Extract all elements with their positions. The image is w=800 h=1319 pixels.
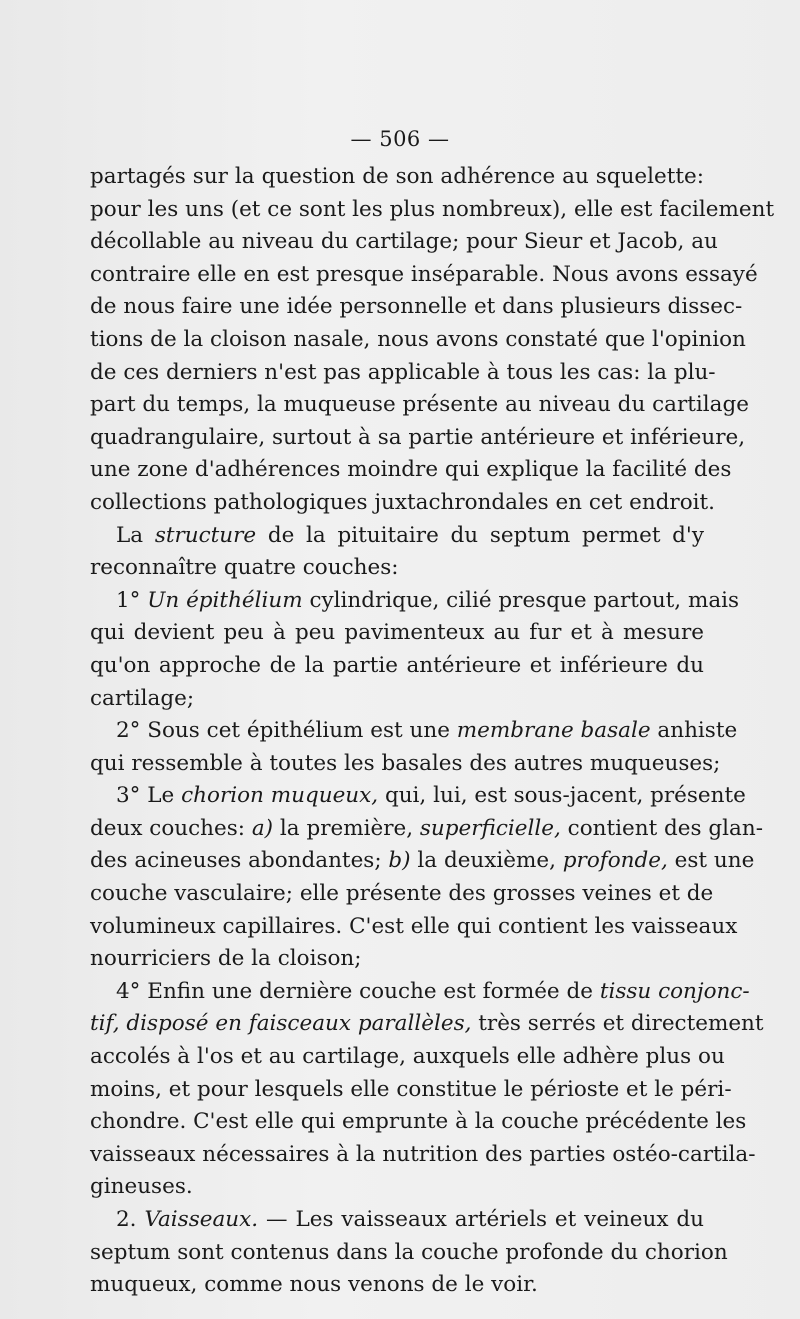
text-segment: décollable au niveau du cartilage; pour Sieur et Jacob, au <box>90 229 718 255</box>
text-segment: qu'on approche de la partie antérieure et inférieure du <box>90 652 704 678</box>
text-segment: 2° Sous cet épithélium est une <box>116 718 457 744</box>
text-line <box>90 911 738 944</box>
text-segment: couche vasculaire; elle présente des grosses veines et de <box>90 881 714 907</box>
text-segment: gineuses. <box>90 1174 193 1200</box>
text-line <box>90 878 714 911</box>
text-line <box>90 487 716 520</box>
body-text <box>90 161 775 1302</box>
text-line <box>90 161 704 194</box>
text-segment: des acineuses abondantes; <box>90 848 389 874</box>
text-segment: 3° Le <box>116 783 182 809</box>
text-segment: part du temps, la muqueuse présente au niveau du cartilage <box>90 392 749 418</box>
italic-text: profonde, <box>562 848 668 874</box>
italic-text: tif, disposé en faisceaux parallèles, <box>90 1011 472 1037</box>
text-segment: reconnaître quatre couches: <box>90 555 399 581</box>
italic-text: Vaisseaux. <box>144 1207 259 1232</box>
text-line <box>90 813 763 846</box>
text-line <box>90 1008 764 1041</box>
italic-text: a) <box>251 815 274 841</box>
text-line <box>90 259 758 292</box>
text-line <box>90 1269 704 1302</box>
text-line <box>90 291 743 324</box>
text-segment: accolés à l'os et au cartilage, auxquels elle adhère plus ou <box>90 1044 725 1070</box>
italic-text: b) <box>388 848 411 874</box>
text-segment: septum sont contenus dans la couche profonde du chorion <box>90 1239 728 1265</box>
text-line <box>90 1171 704 1204</box>
text-segment: une zone d'adhérences moindre qui explique la facilité des <box>90 457 732 483</box>
text-segment: qui ressemble à toutes les basales des autres muqueuses; <box>90 750 721 776</box>
text-line <box>90 357 716 390</box>
text-line <box>90 976 750 1009</box>
text-line <box>90 1237 728 1270</box>
text-line <box>90 650 704 683</box>
text-line <box>90 1074 732 1107</box>
text-segment: contraire elle en est presque inséparable. Nous avons essayé <box>90 261 758 287</box>
text-line <box>90 1139 756 1172</box>
italic-text: structure <box>154 522 257 548</box>
text-segment: la première, <box>273 815 420 841</box>
text-segment: quadrangulaire, surtout à sa partie antérieure et inférieure, <box>90 424 746 450</box>
text-segment: 4° Enfin une dernière couche est formée de <box>116 978 600 1004</box>
text-segment: nourriciers de la cloison; <box>90 946 362 972</box>
text-line <box>90 389 749 422</box>
text-line <box>90 748 721 781</box>
text-line <box>90 1106 747 1139</box>
text-segment: volumineux capillaires. C'est elle qui contient les vaisseaux <box>90 913 738 939</box>
text-segment: moins, et pour lesquels elle constitue le périoste et le péri- <box>90 1076 732 1102</box>
text-line <box>90 520 704 553</box>
text-line <box>90 943 704 976</box>
text-segment: 1° <box>116 587 148 613</box>
text-segment: pour les uns (et ce sont les plus nombreux), elle est facilement <box>90 196 775 222</box>
text-segment: muqueux, comme nous venons de le voir. <box>90 1272 538 1298</box>
text-line <box>90 324 746 357</box>
text-line <box>90 194 775 227</box>
text-segment: 2. <box>116 1207 145 1232</box>
text-segment: cartilage; <box>90 685 195 711</box>
page-number: — 506 — <box>350 127 450 151</box>
text-line <box>90 226 718 259</box>
text-segment: collections pathologiques juxtachrondales en cet endroit. <box>90 489 716 515</box>
text-line <box>90 845 755 878</box>
text-line <box>90 454 732 487</box>
text-segment: — Les vaisseaux artériels et veineux du <box>258 1207 704 1232</box>
text-segment: vaisseaux nécessaires à la nutrition des parties ostéo-cartila- <box>90 1141 756 1167</box>
text-line <box>90 1041 725 1074</box>
text-line <box>90 585 740 618</box>
text-line <box>90 422 746 455</box>
text-segment: deux couches: <box>90 815 252 841</box>
italic-text: membrane basale <box>456 718 651 744</box>
italic-text: Un épithélium <box>147 587 303 613</box>
italic-text: superficielle, <box>419 815 561 841</box>
text-segment: partagés sur la question de son adhérence au squelette: <box>90 164 704 189</box>
text-segment: qui devient peu à peu pavimenteux au fur et à mesure <box>90 620 704 646</box>
text-segment: la deuxième, <box>410 848 563 874</box>
text-line <box>90 1204 704 1237</box>
italic-text: chorion muqueux, <box>181 783 379 809</box>
text-segment: qui, lui, est sous-jacent, présente <box>378 783 746 809</box>
text-line <box>90 780 746 813</box>
text-segment: La <box>116 522 155 548</box>
text-segment: très serrés et directement <box>471 1011 764 1037</box>
text-segment: contient des glan- <box>560 815 763 841</box>
text-segment: est une <box>667 848 755 874</box>
text-segment: de la pituitaire du septum permet d'y <box>256 522 704 548</box>
text-segment: anhiste <box>650 718 738 744</box>
text-line <box>90 552 704 585</box>
text-segment: tions de la cloison nasale, nous avons constaté que l'opinion <box>90 326 746 352</box>
text-line <box>90 617 704 650</box>
text-line <box>90 683 704 716</box>
italic-text: tissu conjonc- <box>599 978 750 1004</box>
text-segment: de nous faire une idée personnelle et dans plusieurs dissec- <box>90 294 743 320</box>
text-segment: cylindrique, cilié presque partout, mais <box>302 587 740 613</box>
text-segment: chondre. C'est elle qui emprunte à la couche précédente les <box>90 1109 747 1135</box>
text-line <box>90 715 738 748</box>
text-segment: de ces derniers n'est pas applicable à tous les cas: la plu- <box>90 359 716 385</box>
